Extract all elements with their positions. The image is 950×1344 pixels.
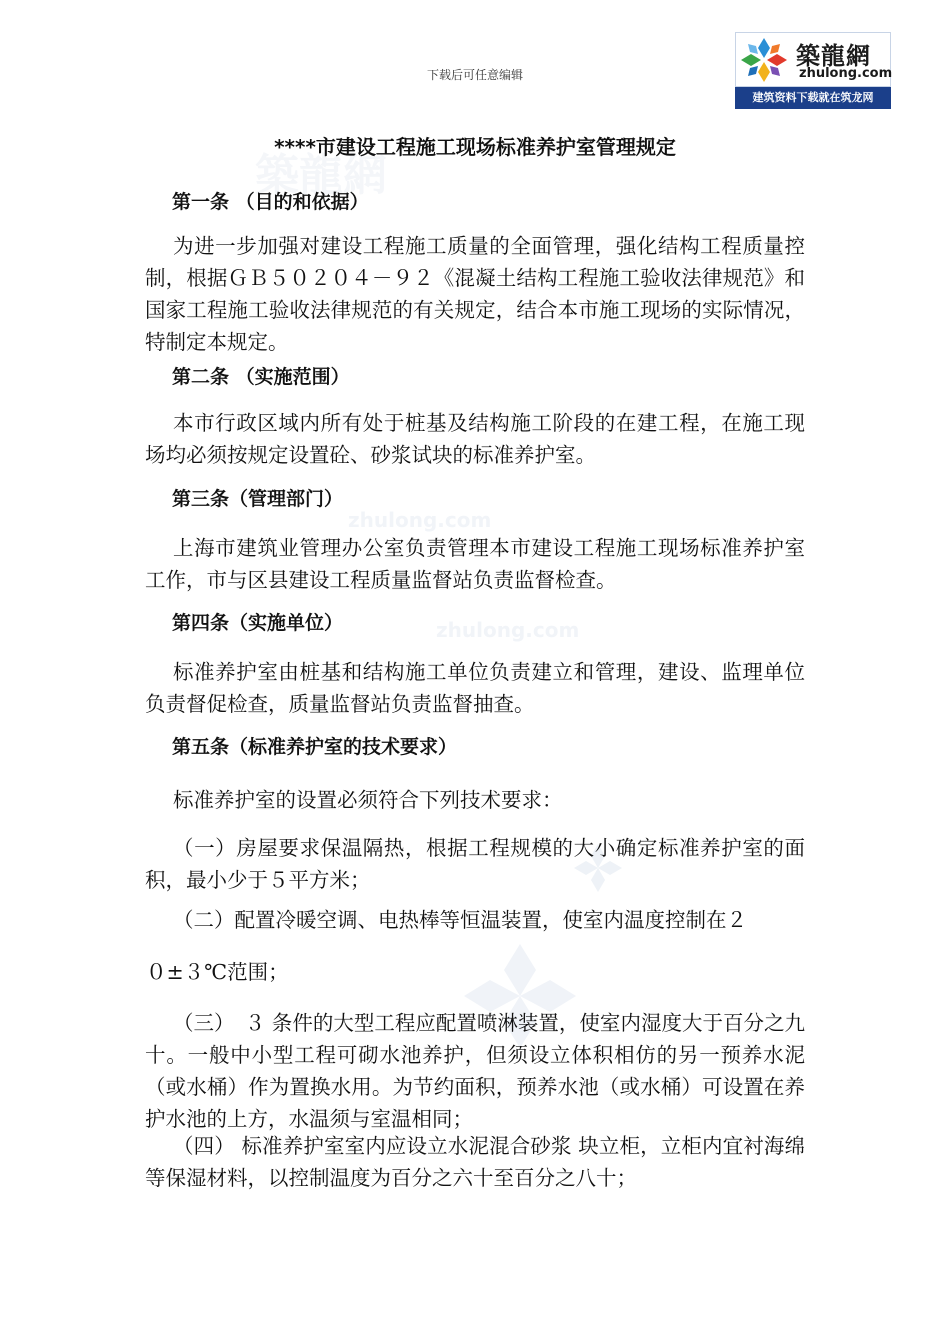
zhulong-logo: [735, 32, 891, 109]
paragraph-text: 标准养护室的设置必须符合下列技术要求：: [173, 788, 563, 812]
paragraph-text: （四） 标准养护室室内应设立水泥混合砂浆 块立柜，立柜内宜衬海绵等保湿材料，以控制温度为百分之六十至百分之八十；: [145, 1134, 805, 1190]
article-1-heading: 第一条 （目的和依据）: [172, 191, 369, 213]
article-2-paragraph: [145, 407, 805, 471]
paragraph-text: 上海市建筑业管理办公室负责管理本市建设工程施工现场标准养护室工作，市与区县建设工程质量监督站负责监督检查。: [145, 536, 805, 592]
watermark-logo-text: 築龍網: [255, 150, 387, 201]
watermark-domain: zhulong.com: [348, 508, 492, 532]
logo-tagline: 建筑资料下载就在筑龙网: [735, 87, 891, 109]
article-1-paragraph: [145, 230, 805, 358]
paragraph-text: 本市行政区域内所有处于桩基及结构施工阶段的在建工程，在施工现场均必须按规定设置砼、砂浆试块的标准养护室。: [145, 411, 805, 467]
article-4-paragraph: [145, 656, 805, 720]
document-title: ****市建设工程施工现场标准养护室管理规定: [274, 135, 676, 159]
paragraph-text: （三） ３ 条件的大型工程应配置喷淋装置，使室内湿度大于百分之九十。一般中小型工程可砌水池养护，但须设立体积相仿的另一预养水泥（或水桶）作为置换水用。为节约面积，预养水池（或水桶）可设置在养护水池的上方，水温须与室温相同；: [145, 1011, 805, 1131]
article-5-intro: [145, 784, 805, 816]
requirement-2: [145, 904, 805, 936]
watermark-domain: zhulong.com: [436, 618, 580, 642]
article-3-heading: 第三条（管理部门）: [172, 488, 344, 510]
paragraph-text: （二）配置冷暖空调、电热棒等恒温装置，使室内温度控制在２: [173, 908, 747, 932]
logo-name-cn: 築龍網: [796, 41, 871, 70]
article-5-heading: 第五条（标准养护室的技术要求）: [172, 736, 458, 758]
article-2-heading: 第二条 （实施范围）: [172, 366, 350, 388]
paragraph-text: 为进一步加强对建设工程施工质量的全面管理，强化结构工程质量控制，根据ＧＢ５０２０４－９２《混凝土结构工程施工验收法律规范》和国家工程施工验收法律规范的有关规定，结合本市施工现场的实际情况，特制定本规定。: [145, 234, 805, 354]
requirement-4: [145, 1130, 805, 1194]
requirement-3: [145, 1007, 805, 1135]
requirement-1: [145, 832, 805, 896]
requirement-2-continued: [146, 956, 806, 988]
zhulong-flake-icon: [739, 36, 789, 84]
logo-top-panel: [735, 32, 891, 87]
header-note: 下载后可任意编辑: [426, 68, 523, 82]
paragraph-text: （一）房屋要求保温隔热，根据工程规模的大小确定标准养护室的面积，最小少于５平方米；: [145, 836, 805, 892]
article-4-heading: 第四条（实施单位）: [172, 612, 344, 634]
paragraph-text: 标准养护室由桩基和结构施工单位负责建立和管理，建设、监理单位负责督促检查，质量监督站负责监督抽查。: [145, 660, 805, 716]
logo-domain: zhulong.com: [799, 66, 893, 81]
paragraph-text: ０±３℃范围；: [146, 960, 289, 984]
article-3-paragraph: [145, 532, 805, 596]
